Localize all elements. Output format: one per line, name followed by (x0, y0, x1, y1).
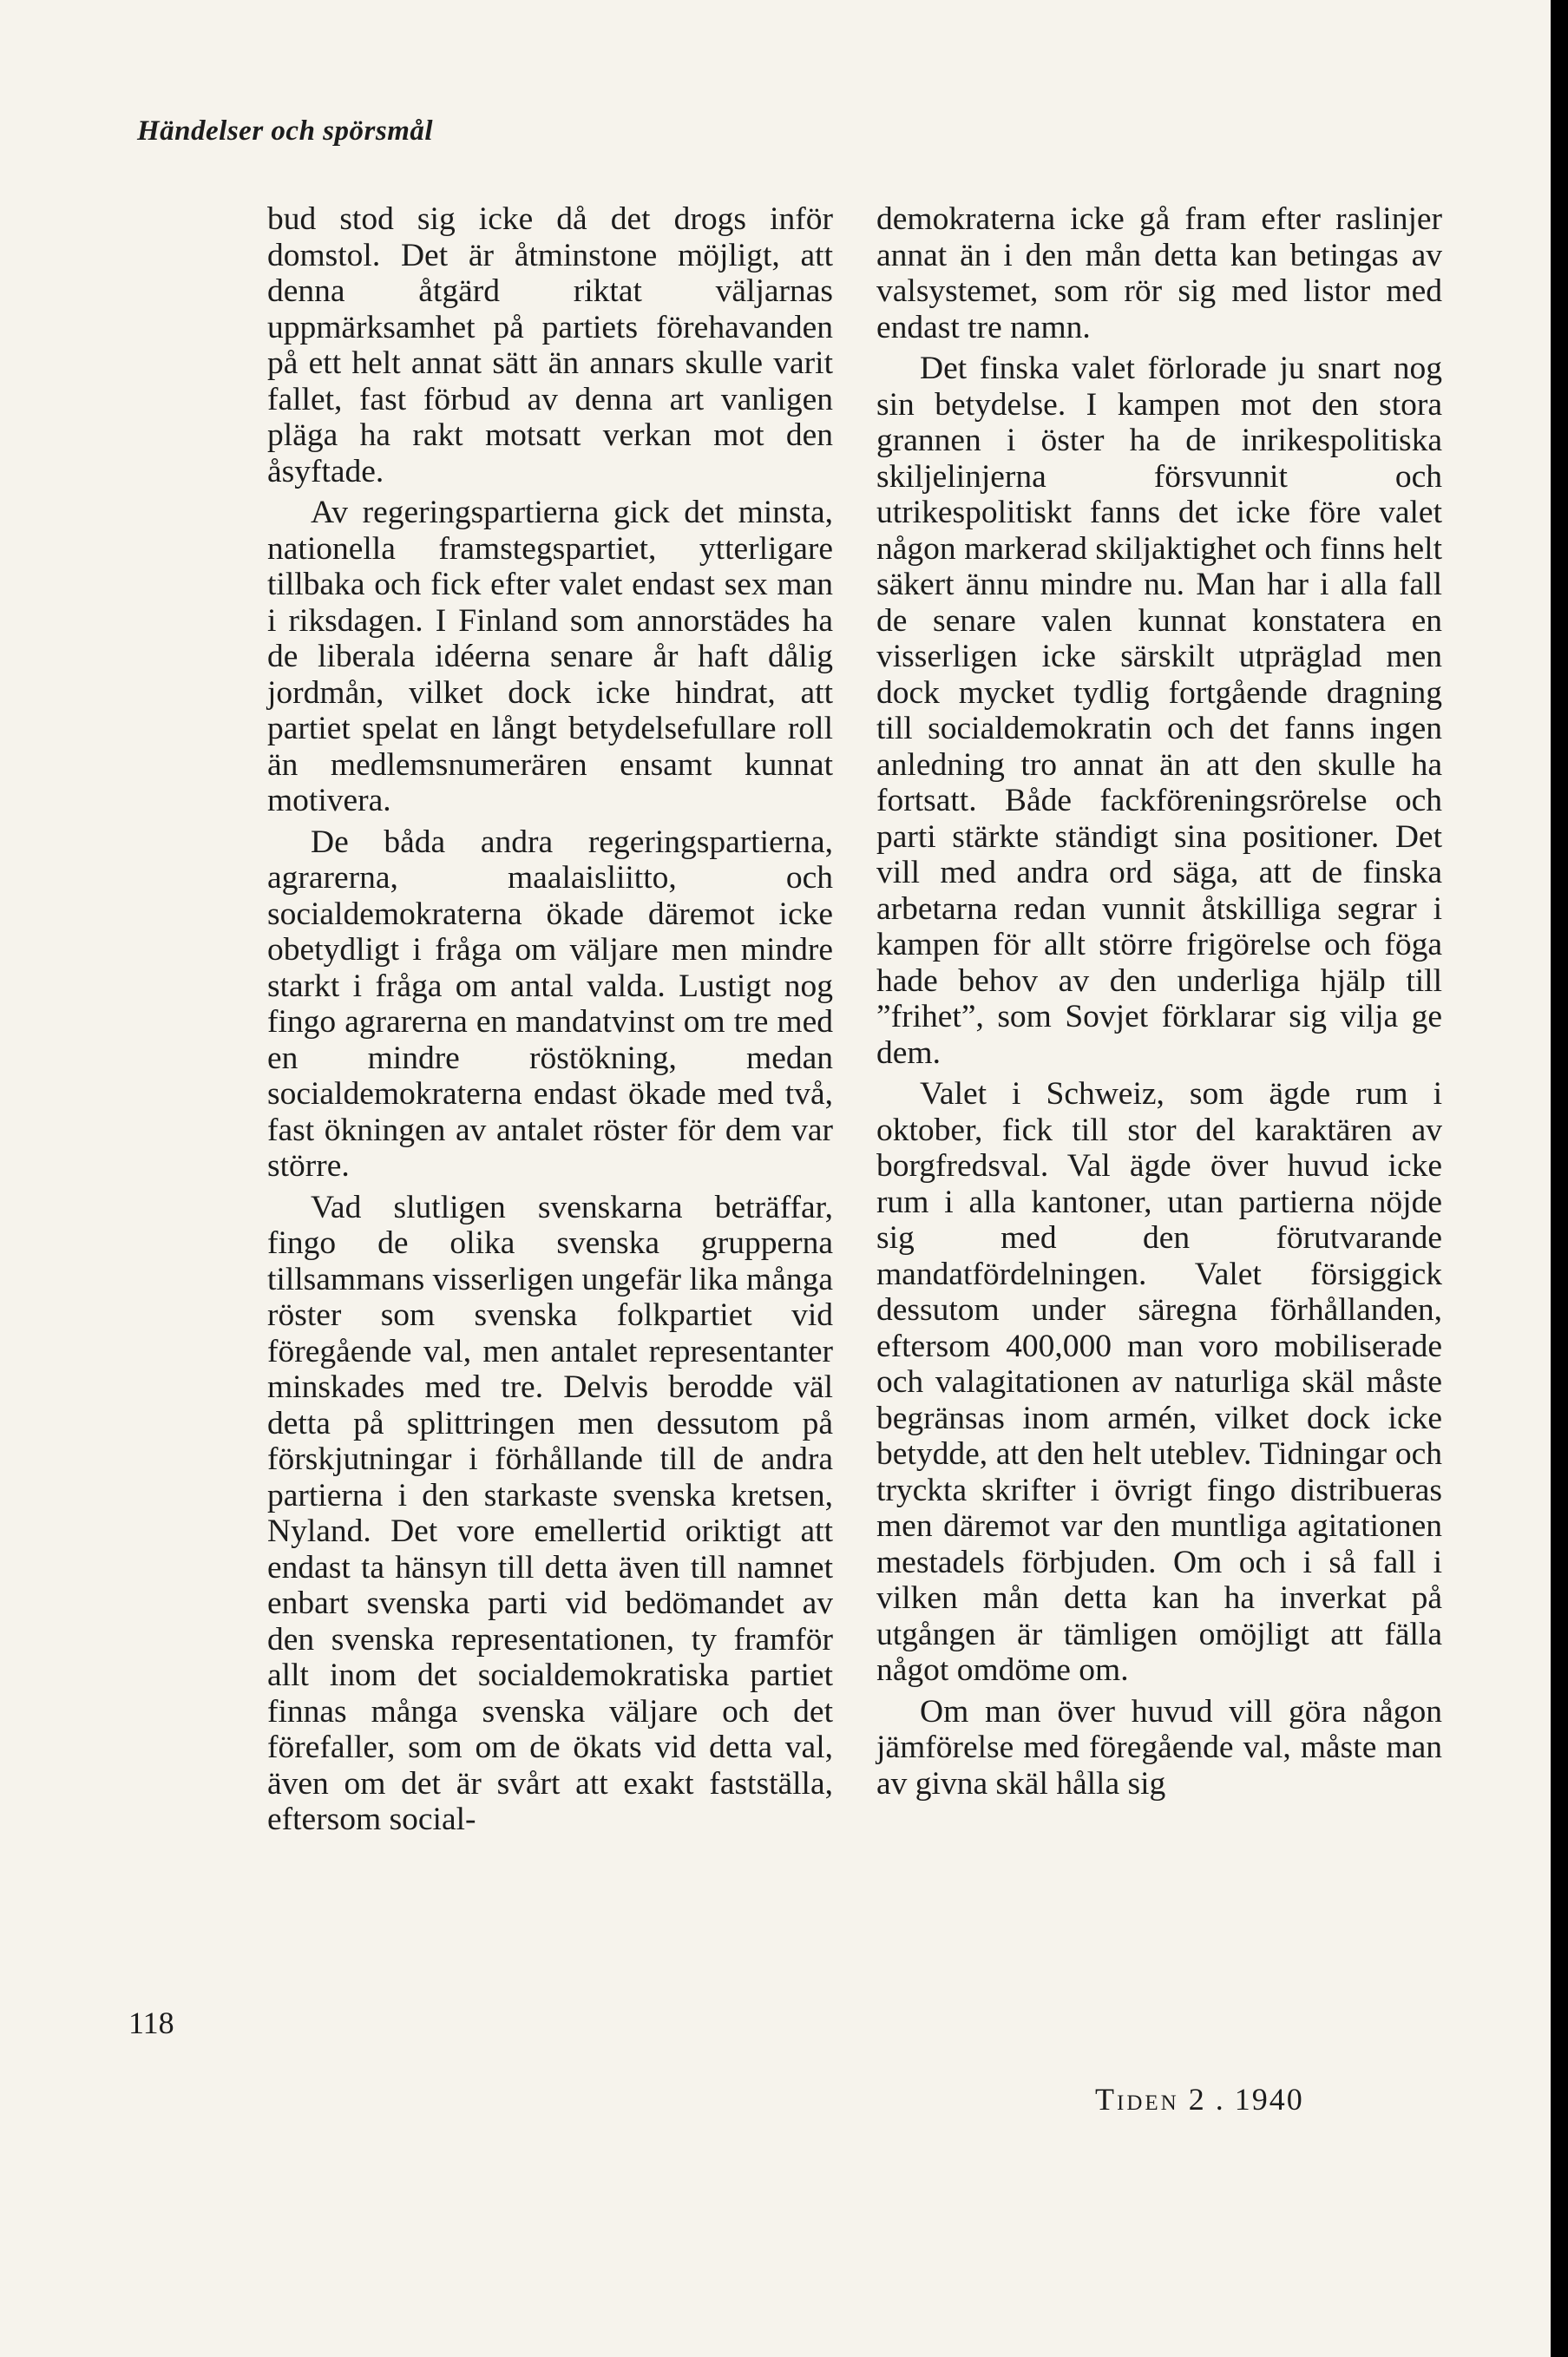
right-column (876, 201, 1442, 1802)
left-paragraph-4: Vad slutligen svenskarna beträffar, fingo de olika svenska grupperna tillsammans visserligen ungefär lika många röster som svenska folkpartiet vid föregående val, men antalet representanter minskades med tre. Delvis berodde väl detta på splittringen men dessutom på förskjutningar i förhållande till de andra partierna i den starkaste svenska kretsen, Nyland. Det vore emellertid oriktigt att endast ta hänsyn till detta även till namnet enbart svenska parti vid bedömandet av den svenska representationen, ty framför allt inom det socialdemokratiska partiet finnas många svenska väljare och det förefaller, som om de ökats vid detta val, även om det är svårt att exakt fastställa, eftersom social- (267, 1189, 833, 1837)
left-paragraph-3: De båda andra regeringspartierna, agrarerna, maalaisliitto, och socialdemokraterna ökade däremot icke obetydligt i fråga om väljare men mindre starkt i fråga om antal valda. Lustigt nog fingo agrarerna en mandatvinst om tre med en mindre röstökning, medan socialdemokraterna endast ökade med två, fast ökningen av antalet röster för dem var större. (267, 824, 833, 1184)
journal-issue-number: 2 . 1940 (1188, 2082, 1304, 2117)
right-paragraph-3: Valet i Schweiz, som ägde rum i oktober, fick till stor del karaktären av borgfredsval. Val ägde över huvud icke rum i alla kantoner, utan partierna nöjde sig med den förutvarande mandatfördelningen. Valet försiggick dessutom under säregna förhållanden, eftersom 400,000 man voro mobiliserade och valagitationen av naturliga skäl måste begränsas inom armén, vilket dock icke betydde, att den helt uteblev. Tidningar och tryckta skrifter i övrigt fingo distribueras men däremot var den muntliga agitationen mestadels förbjuden. Om och i så fall i vilken mån detta kan ha inverkat på utgången är tämligen omöjligt att fälla något omdöme om. (876, 1076, 1442, 1688)
left-column (267, 201, 833, 1838)
right-paragraph-1: demokraterna icke gå fram efter raslinjer annat än i den mån detta kan betingas av valsystemet, som rör sig med listor med endast tre namn. (876, 201, 1442, 345)
journal-issue (1095, 2081, 1304, 2117)
left-paragraph-1: bud stod sig icke då det drogs inför domstol. Det är åtminstone möjligt, att denna åtgärd riktat väljarnas uppmärksamhet på partiets förehavanden på ett helt annat sätt än annars skulle varit fallet, fast förbud av denna art vanligen pläga ha rakt motsatt verkan mot den åsyftade. (267, 201, 833, 489)
running-header: Händelser och spörsmål (137, 115, 434, 147)
left-paragraph-2: Av regeringspartierna gick det minsta, nationella framstegspartiet, ytterligare tillbaka och fick efter valet endast sex man i riksdagen. I Finland som annorstädes ha de liberala idéerna senare år haft dålig jordmån, vilket dock icke hindrat, att partiet spelat en långt betydelsefullare roll än medlemsnumerären ensamt kunnat motivera. (267, 495, 833, 818)
right-paragraph-4: Om man över huvud vill göra någon jämförelse med föregående val, måste man av givna skäl hålla sig (876, 1693, 1442, 1802)
page-number: 118 (128, 2006, 174, 2040)
right-paragraph-2: Det finska valet förlorade ju snart nog sin betydelse. I kampen mot den stora grannen i öster ha de inrikespolitiska skiljelinjerna försvunnit och utrikespolitiskt fanns det icke före valet någon markerad skiljaktighet och finns helt säkert ännu mindre nu. Man har i alla fall de senare valen kunnat konstatera en visserligen icke särskilt utpräglad men dock mycket tydlig fortgående dragning till socialdemokratin och det fanns ingen anledning tro annat än att den skulle ha fortsatt. Både fackföreningsrörelse och parti stärkte ständigt sina positioner. Det vill med andra ord säga, att de finska arbetarna redan vunnit åtskilliga segrar i kampen för allt större frigörelse och föga hade behov av den underliga hjälp till ”frihet”, som Sovjet förklarar sig vilja ge dem. (876, 351, 1442, 1071)
journal-name: Tiden (1095, 2082, 1179, 2117)
scan-edge (1551, 0, 1568, 2357)
